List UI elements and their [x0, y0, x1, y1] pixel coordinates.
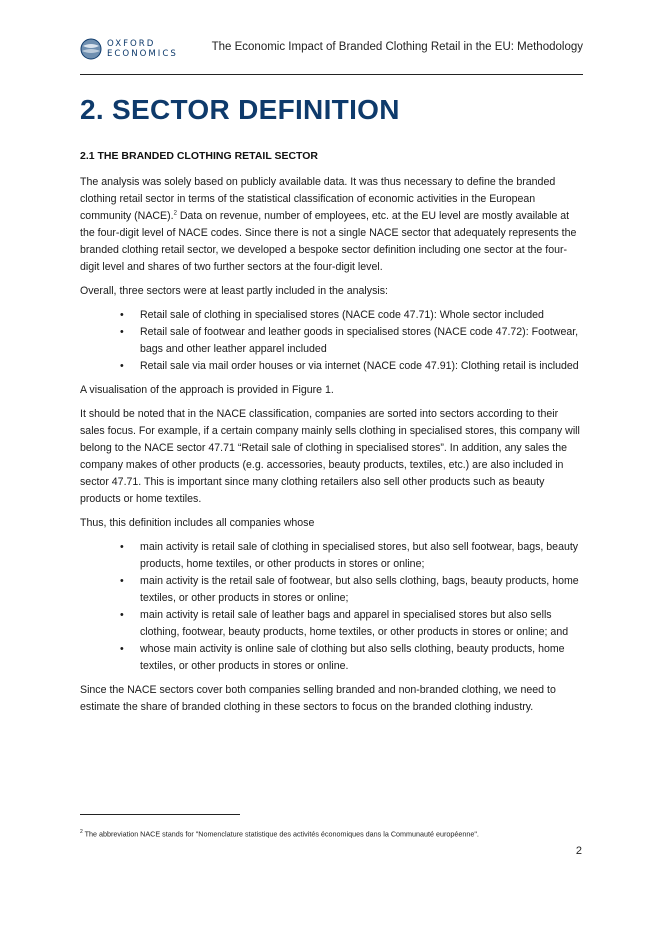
footnote — [80, 829, 479, 838]
bullet-icon: • — [120, 643, 124, 655]
list-item-text: Retail sale of clothing in specialised stores (NACE code 47.71): Whole sector included — [140, 309, 544, 321]
page-number: 2 — [575, 845, 582, 857]
logo-line2: ECONOMICS — [107, 49, 178, 59]
paragraph-6: Since the NACE sectors cover both companies selling branded and non-branded clothing, we need to estimate the share of branded clothing in these sectors to focus on the branded clothing industry. — [80, 684, 556, 713]
list-item — [120, 539, 583, 573]
list-item — [120, 607, 583, 641]
list-item — [120, 358, 583, 375]
list-item-text: main activity is retail sale of leather bags and apparel in specialised stores but also sells clothing, footwear, beauty products, home textiles, or other products in stores or online; and — [140, 609, 569, 638]
header-divider — [80, 74, 583, 75]
list-item-text: Retail sale via mail order houses or via internet (NACE code 47.91): Clothing retail is included — [140, 360, 579, 372]
running-title: The Economic Impact of Branded Clothing Retail in the EU: Methodology — [211, 41, 583, 53]
bullet-icon: • — [120, 360, 124, 372]
company-criteria-list — [80, 539, 583, 675]
list-item-text: main activity is the retail sale of footwear, but also sells clothing, bags, beauty products, home textiles, or other products in stores or online; — [140, 575, 579, 604]
paragraph-1 — [80, 174, 583, 276]
list-item-text: whose main activity is online sale of clothing but also sells clothing, beauty products, home textiles, or other products in stores or online. — [140, 643, 565, 672]
paragraph-1-text: The analysis was solely based on publicly available data. It was thus necessary to define the branded clothing retail sector in terms of the statistical classification of economic activities in the European community (NACE). — [80, 176, 556, 222]
list-item — [120, 324, 583, 358]
list-item — [120, 573, 583, 607]
footnote-divider — [80, 814, 240, 815]
paragraph-2: Overall, three sectors were at least partly included in the analysis: — [80, 285, 388, 297]
globe-logo-icon — [80, 38, 102, 60]
list-item — [120, 307, 583, 324]
paragraph-4: It should be noted that in the NACE classification, companies are sorted into sectors according to their sales focus. For example, if a certain company mainly sells clothing in specialised stores, this company will belong to the NACE sector 47.71 “Retail sale of clothing in specialised stores”. In addition, any sales the company makes of other products (e.g. accessories, beauty products, textiles, etc.) are also included in sector 47.71. This is important since many clothing retailers also sell other products such as beauty products or home textiles. — [80, 408, 580, 505]
footnote-reference[interactable]: 2 — [173, 210, 177, 217]
logo-line1: OXFORD — [107, 39, 156, 49]
section-title: 2. SECTOR DEFINITION — [80, 94, 400, 125]
page-header — [80, 36, 583, 66]
list-item — [120, 641, 583, 675]
footnote-number: 2 — [80, 829, 83, 835]
bullet-icon: • — [120, 609, 124, 621]
bullet-icon: • — [120, 326, 124, 338]
body-text — [80, 174, 583, 723]
bullet-icon: • — [120, 309, 124, 321]
list-item-text: Retail sale of footwear and leather goods in specialised stores (NACE code 47.72): Footwear, bags and other leather apparel included — [140, 326, 579, 355]
bullet-icon: • — [120, 541, 124, 553]
paragraph-1-text-continued: Data on revenue, number of employees, etc. at the EU level are mostly available at the four-digit level of NACE codes. Since there is not a single NACE sector that adequately represents the branded clothing retail sector, we developed a bespoke sector definition including one sector at the four-digit level and shares of two further sectors at the four-digit level. — [80, 210, 577, 273]
paragraph-3: A visualisation of the approach is provided in Figure 1. — [80, 384, 334, 396]
bullet-icon: • — [120, 575, 124, 587]
paragraph-5: Thus, this definition includes all companies whose — [80, 517, 315, 529]
oxford-economics-logo — [80, 38, 178, 60]
sector-list — [80, 307, 583, 375]
list-item-text: main activity is retail sale of clothing in specialised stores, but also sell footwear, bags, beauty products, home textiles, or other products in stores or online; — [140, 541, 579, 570]
subsection-title: 2.1 THE BRANDED CLOTHING RETAIL SECTOR — [80, 150, 319, 162]
footnote-text: The abbreviation NACE stands for "Nomenclature statistique des activités économiques dans la Communauté européenne". — [82, 829, 479, 839]
